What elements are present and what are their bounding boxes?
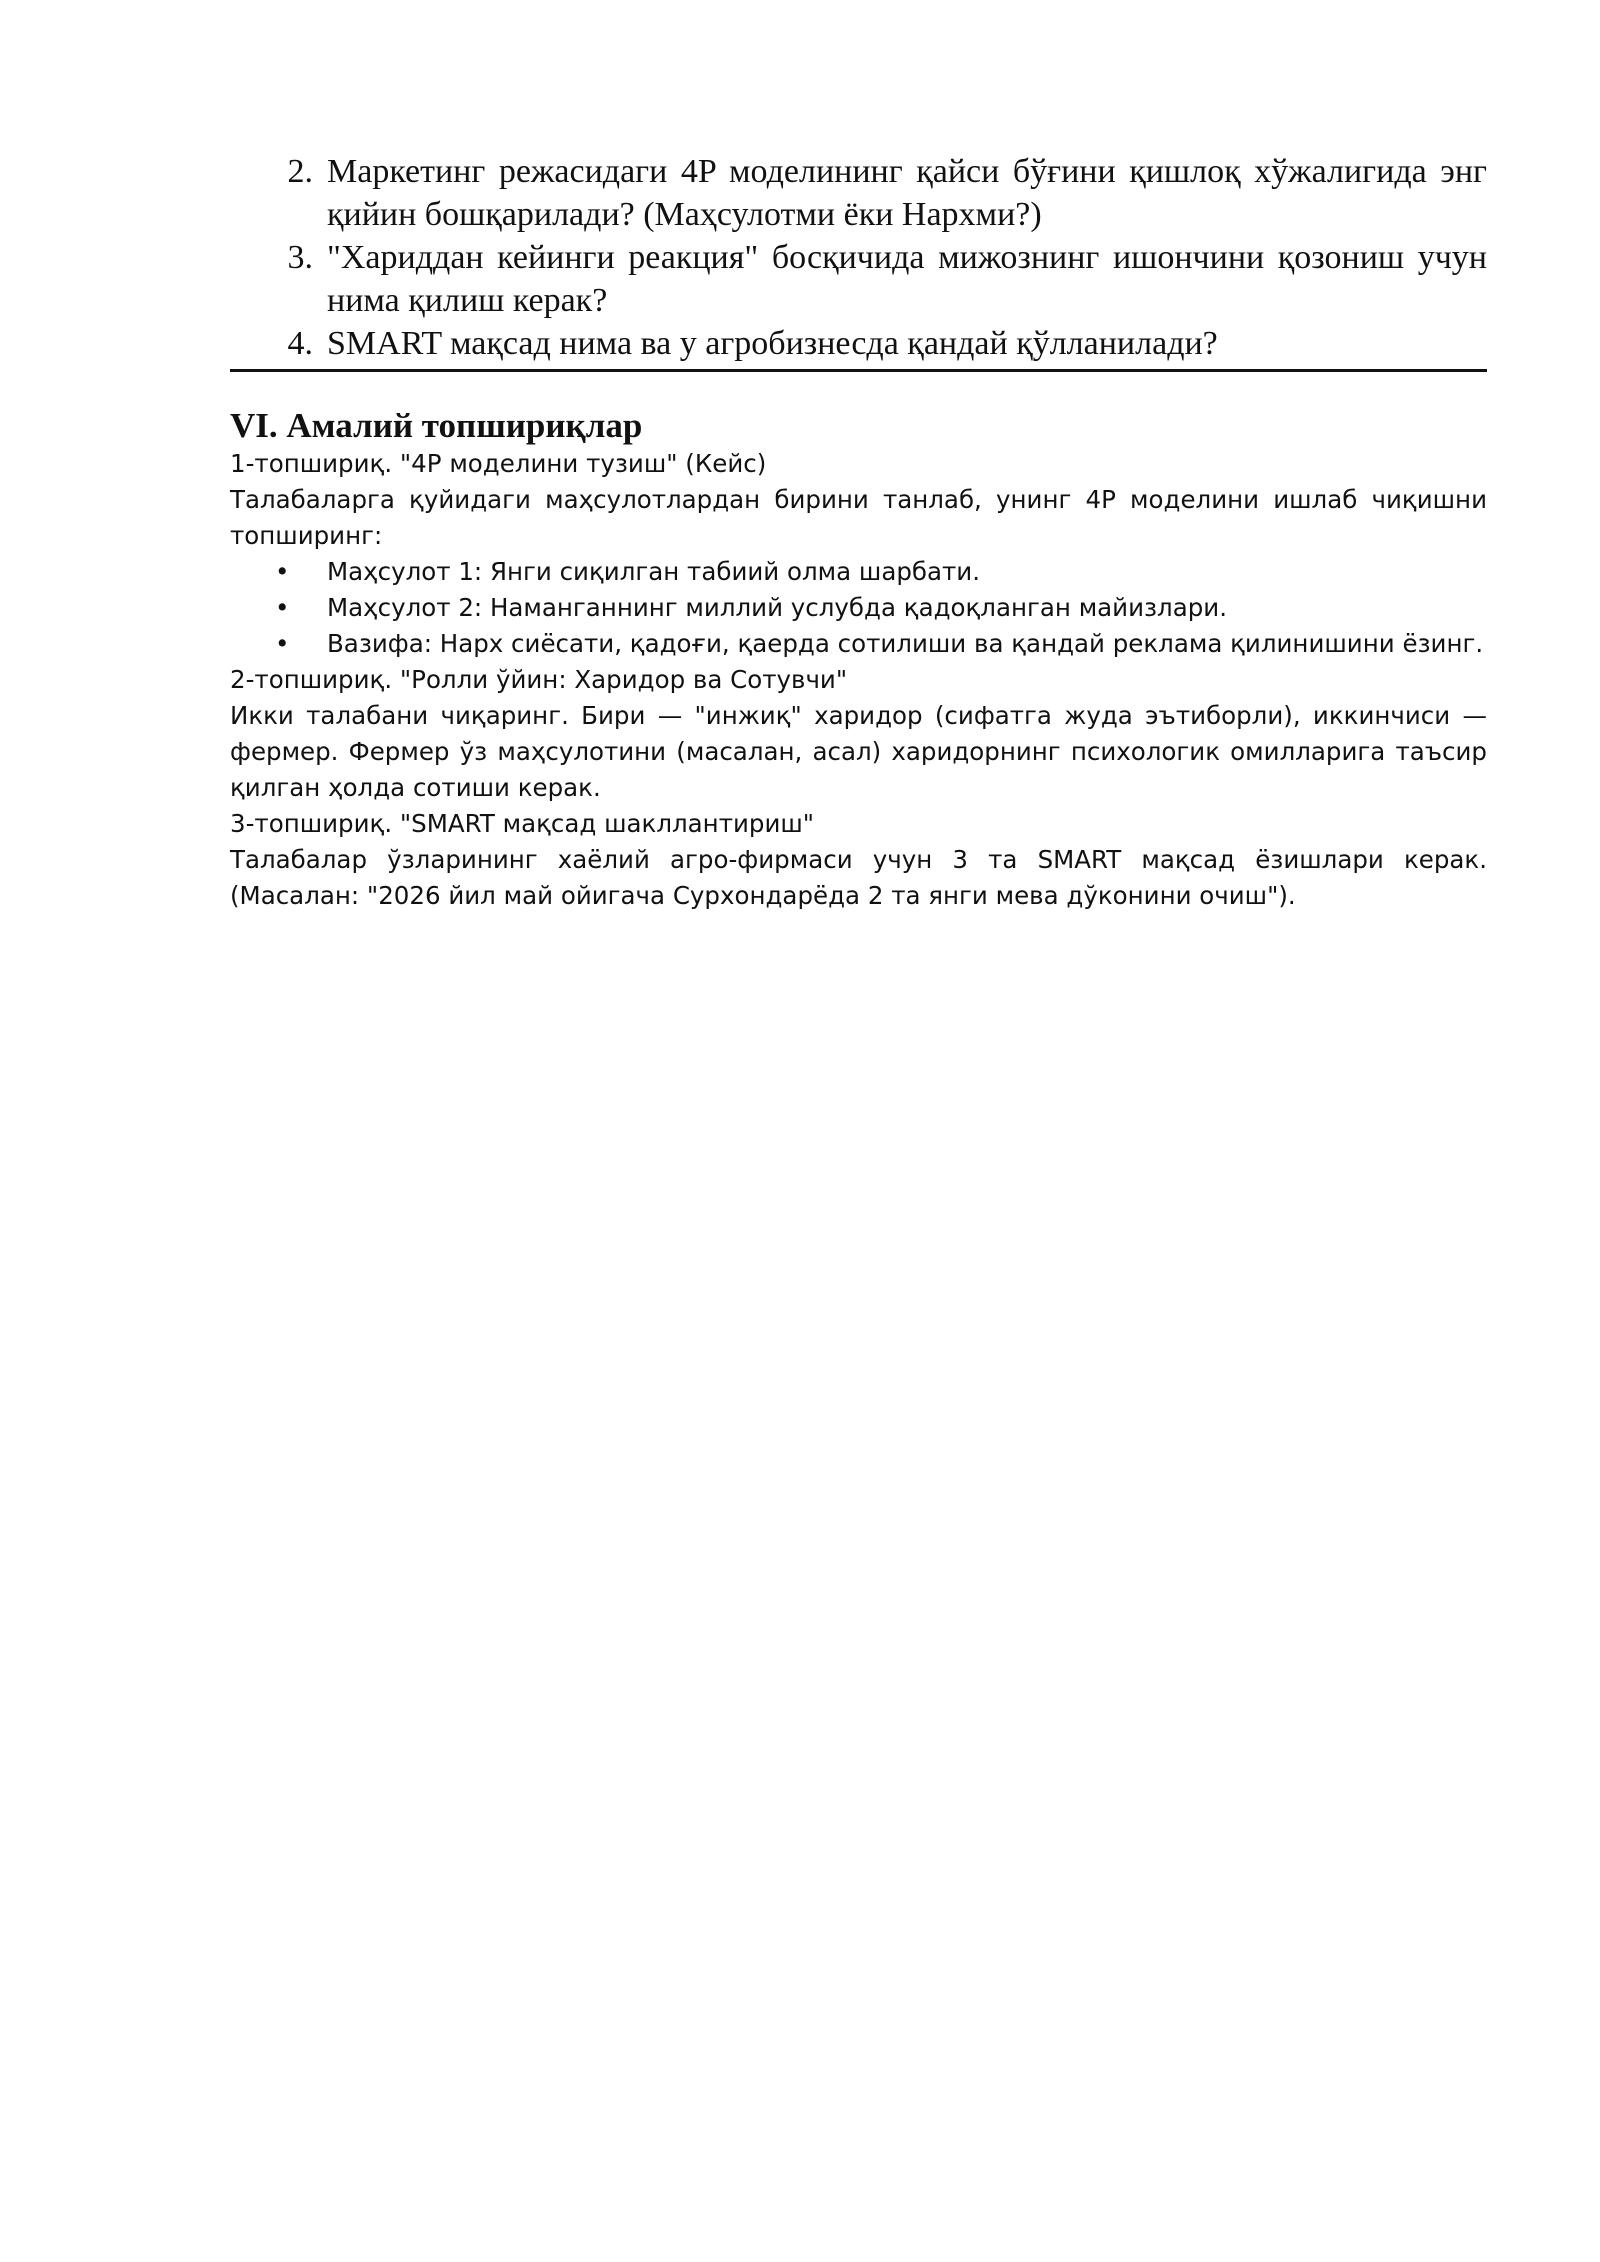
list-item-text: Маҳсулот 1: Янги сиқилган табиий олма шарбати. xyxy=(327,557,981,586)
document-page xyxy=(230,150,1487,914)
question-item xyxy=(230,150,1487,236)
question-number: 4. xyxy=(287,325,313,362)
question-item xyxy=(230,322,1487,365)
list-item xyxy=(230,626,1487,662)
list-item-text: Вазифа: Нарх сиёсати, қадоғи, қаерда сотилиши ва қандай реклама қилинишини ёзинг. xyxy=(327,629,1484,658)
task2-heading: 2-топшириқ. "Ролли ўйин: Харидор ва Сотувчи" xyxy=(230,665,848,694)
bullet-icon: • xyxy=(275,557,290,586)
task3-heading: 3-топшириқ. "SMART мақсад шакллантириш" xyxy=(230,809,815,838)
horizontal-divider xyxy=(230,369,1487,372)
task1-bullet-list xyxy=(230,554,1487,662)
section-heading: VI. Амалий топшириқлар xyxy=(230,406,643,445)
list-item-text: Маҳсулот 2: Наманганнинг миллий услубда қадоқланган майизлари. xyxy=(327,593,1227,622)
bullet-icon: • xyxy=(275,593,290,622)
question-list xyxy=(230,150,1487,365)
list-item xyxy=(230,590,1487,626)
bullet-icon: • xyxy=(275,629,290,658)
list-item xyxy=(230,554,1487,590)
question-text: Маркетинг режасидаги 4P моделининг қайси бўғини қишлоқ хўжалигида энг қийин бошқарилади? (Маҳсулотми ёки Нархми?) xyxy=(327,153,1487,233)
task2-text: Икки талабани чиқаринг. Бири — "инжиқ" харидор (сифатга жуда эътиборли), иккинчиси — фермер. Фермер ўз маҳсулотини (масалан, асал) харидорнинг психологик омилларига таъсир қилган ҳолда сотиши керак. xyxy=(230,701,1487,802)
question-text: "Хариддан кейинги реакция" босқичида мижознинг ишончини қозониш учун нима қилиш керак? xyxy=(327,239,1487,319)
question-number: 2. xyxy=(287,153,313,190)
question-text: SMART мақсад нима ва у агробизнесда қандай қўлланилади? xyxy=(327,325,1218,362)
question-item xyxy=(230,236,1487,322)
task1-heading: 1-топшириқ. "4P моделини тузиш" (Кейс) xyxy=(230,449,767,478)
task1-intro: Талабаларга қуйидаги маҳсулотлардан бирини танлаб, унинг 4P моделини ишлаб чиқишни топширинг: xyxy=(230,485,1487,550)
question-number: 3. xyxy=(287,239,313,276)
task3-text: Талабалар ўзларининг хаёлий агро-фирмаси учун 3 та SMART мақсад ёзишлари керак. (Масалан: "2026 йил май ойигача Сурхондарёда 2 та янги мева дўконини очиш"). xyxy=(230,845,1487,910)
section-body xyxy=(230,446,1487,914)
